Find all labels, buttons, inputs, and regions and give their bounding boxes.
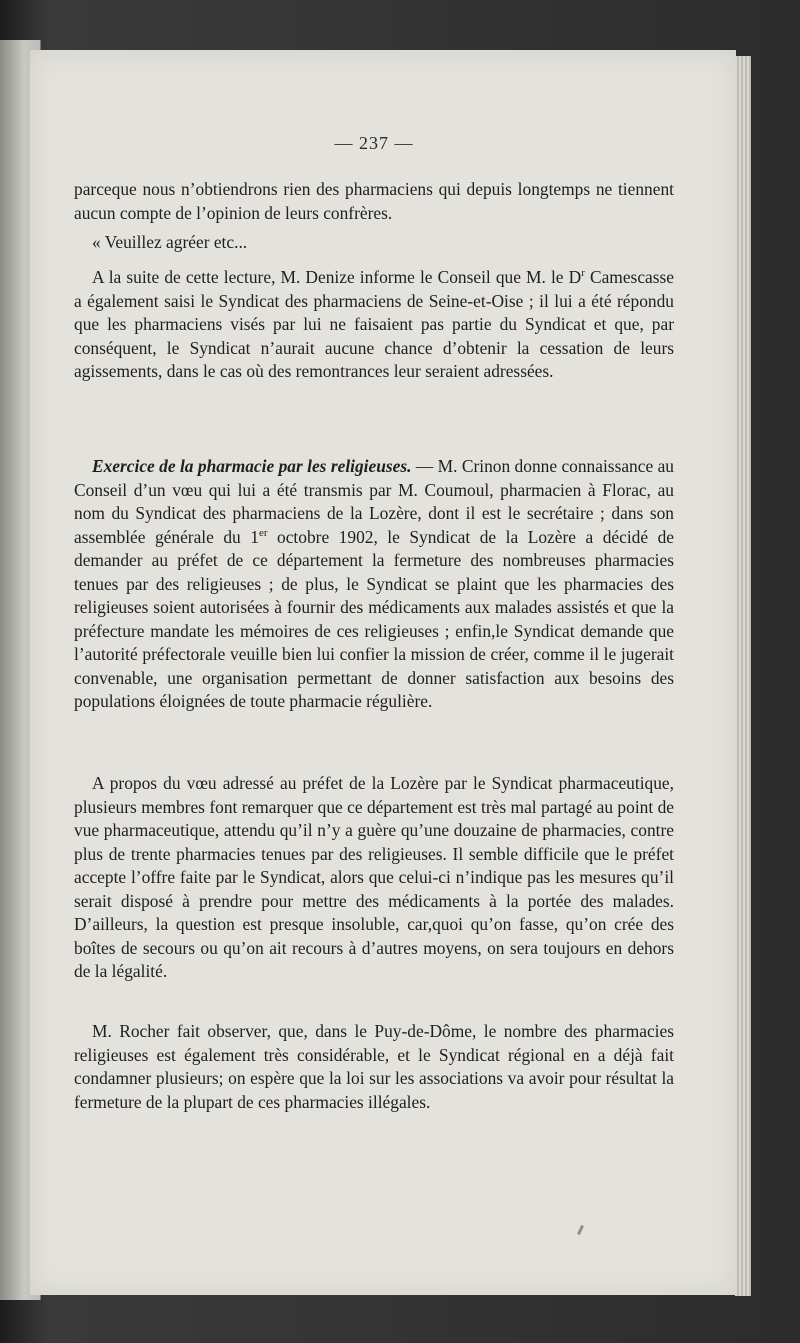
page-stack-edge [735,56,751,1296]
p3-text-b: Camescasse a également saisi le Syndicat des pharmaciens de Seine-et-Oise ; il lui a été répondu que les pharmaciens visés par lui ne faisaient pas partie du Syndicat et que, par conséquent, le Syndicat n’aurait aucune chance d’obtenir la cessation de leurs agissements, dans le cas où des remontrances leur seraient adressées. [74,267,675,381]
p4-text-b: octobre 1902, le Syndicat de la Lozère a décidé de demander au préfet de ce département la fermeture des nombreuses pharmacies tenues par des religieuses ; de plus, le Syndicat se plaint que les pharmacies des religieuses soient autorisées à fournir des médicaments aux malades assistés et que la préfecture mandate les mémoires de ces religieuses ; enfin,le Syndicat demande que l’autorité préfectorale veuille bien lui confier la mission de créer, comme il le jugerait convenable, une organisation permettant de donner satisfaction aux besoins des populations éloignées de toute pharmacie régulière. [74,526,675,711]
p3-superscript: r [581,267,585,280]
paragraph-lozere: A propos du vœu adressé au préfet de la Lozère par le Syndicat pharmaceutique, plusieurs membres font remarquer que ce département est très mal partagé au point de vue pharmaceutique, attendu qu’il n’y a guère qu’une douzaine de pharmacies, contre plus de trente pharmacies tenues par des religieuses. Il semble difficile que le préfet accepte l’offre faite par le Syndicat, alors que celui-ci n’indique pas les mesures qu’il serait disposé à prendre pour mettre des médicaments à la portée des malades. D’ailleurs, la question est presque insoluble, car,quoi qu’on fasse, qu’on crée des boîtes de secours ou qu’on ait recours à d’autres moyens, on sera toujours en dehors de la légalité. [74,773,674,981]
paragraph-rocher: M. Rocher fait observer, que, dans le Puy-de-Dôme, le nombre des pharmacies religieuses est également très considérable, et le Syndicat régional en a déjà fait condamner plusieurs; on espère que la loi sur les associations va avoir pour résultat la fermeture de la plupart de ces pharmacies illégales. [74,1021,674,1112]
paragraph-continuation: parceque nous n’obtiendrons rien des pharmaciens qui depuis longtemps ne tiennent aucun compte de l’opinion de leurs confrères. [74,179,674,223]
page-number: — 237 — [334,133,414,153]
p4-text-a: — M. Crinon donne connaissance au Conseil d’un vœu qui lui a été transmis par M. Coumoul, pharmacien à Florac, au nom du Syndicat des pharmaciens de la Lozère, dont il est le secrétaire ; dans son assemblée générale du 1 [74,456,674,547]
p4-superscript: er [258,526,268,539]
book-page [30,50,736,1295]
paragraph-denize [74,266,674,384]
section-title: Exercice de la pharmacie par les religieuses. [92,456,412,476]
stray-mark [577,1225,584,1235]
paragraph-closing: « Veuillez agréer etc... [92,232,248,252]
paragraph-religieuses [74,455,674,714]
p3-text-a: A la suite de cette lecture, M. Denize informe le Conseil que M. le D [92,267,582,287]
